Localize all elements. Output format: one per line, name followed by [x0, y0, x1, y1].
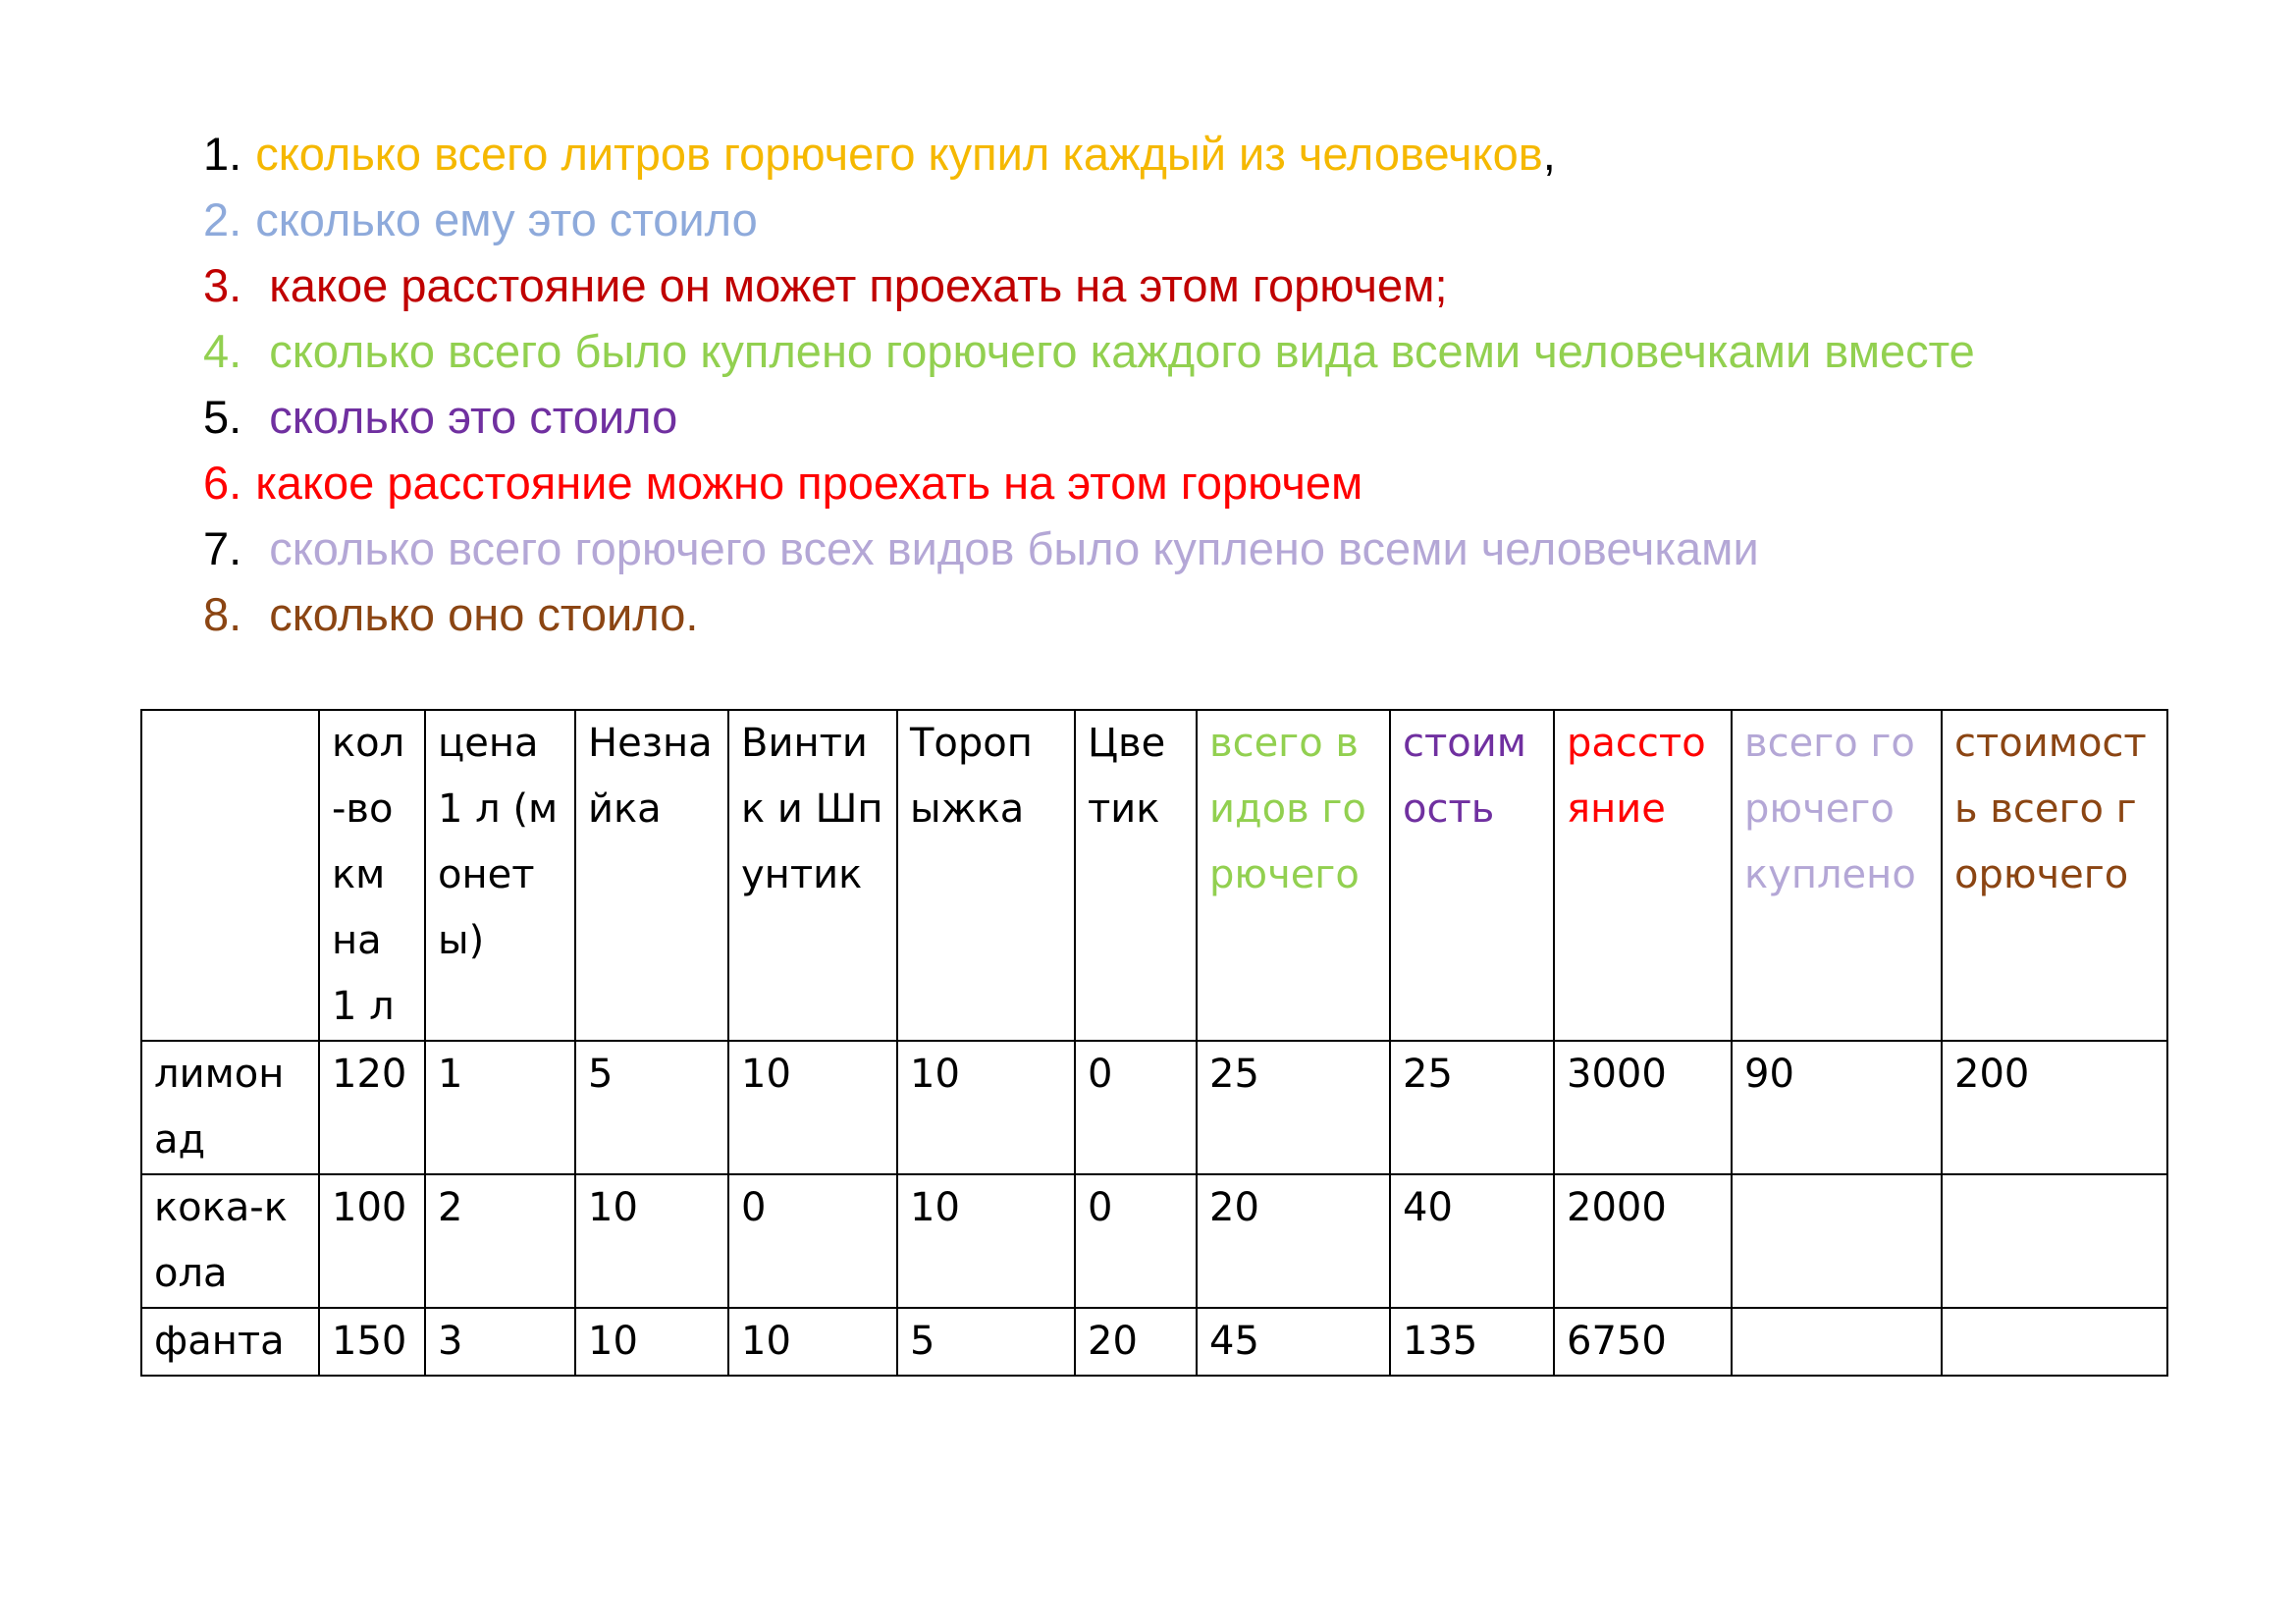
table-cell: 10 — [728, 1041, 897, 1174]
table-cell: 25 — [1390, 1041, 1554, 1174]
table-cell: 10 — [728, 1308, 897, 1376]
question-3 — [203, 252, 1975, 318]
header-cell-cost: стоимость — [1390, 710, 1554, 1041]
table-cell: кока-кола — [141, 1174, 319, 1308]
question-number: 2. — [203, 193, 242, 245]
question-text: сколько всего литров горючего купил каждый из человечков — [255, 128, 1543, 180]
question-text: какое расстояние можно проехать на этом горючем — [255, 457, 1363, 509]
question-text: сколько ему это стоило — [255, 193, 758, 245]
table-cell: 5 — [575, 1041, 728, 1174]
question-number: 6. — [203, 457, 242, 509]
question-6 — [203, 450, 1975, 515]
header-cell-tsvetik: Цветик — [1075, 710, 1197, 1041]
header-cell-neznaika: Незнайка — [575, 710, 728, 1041]
table-cell: 150 — [319, 1308, 425, 1376]
table-cell: 40 — [1390, 1174, 1554, 1308]
header-cell-vintik-shpuntik: Винтик и Шпунтик — [728, 710, 897, 1041]
table-cell: 3000 — [1554, 1041, 1732, 1174]
table-cell: фанта — [141, 1308, 319, 1376]
table-cell: лимонад — [141, 1041, 319, 1174]
question-number: 8. — [203, 588, 242, 640]
table-cell: 2000 — [1554, 1174, 1732, 1308]
header-cell-total-cost: стоимость всего горючего — [1942, 710, 2167, 1041]
header-cell-distance: расстояние — [1554, 710, 1732, 1041]
table-cell: 90 — [1732, 1041, 1942, 1174]
table-row — [141, 1041, 2167, 1174]
table-cell — [1732, 1174, 1942, 1308]
header-cell-km-per-liter: кол-во км на 1 л — [319, 710, 425, 1041]
table-cell: 25 — [1197, 1041, 1390, 1174]
table-cell: 2 — [425, 1174, 575, 1308]
fuel-table — [140, 709, 2168, 1377]
table-cell: 5 — [897, 1308, 1075, 1376]
table-cell: 0 — [1075, 1041, 1197, 1174]
question-7 — [203, 515, 1975, 581]
header-cell-price: цена 1 л (монеты) — [425, 710, 575, 1041]
question-text: сколько всего горючего всех видов было куплено всеми человечками — [269, 522, 1759, 574]
question-number: 4. — [203, 325, 242, 377]
table-cell: 3 — [425, 1308, 575, 1376]
table-cell: 0 — [1075, 1174, 1197, 1308]
table-cell: 200 — [1942, 1041, 2167, 1174]
table-cell: 20 — [1075, 1308, 1197, 1376]
table-header-row — [141, 710, 2167, 1041]
table-cell: 135 — [1390, 1308, 1554, 1376]
question-1 — [203, 121, 1975, 187]
question-5 — [203, 384, 1975, 450]
question-text: сколько всего было куплено горючего каждого вида всеми человечками вместе — [269, 325, 1975, 377]
table-cell: 10 — [575, 1308, 728, 1376]
table-cell — [1732, 1308, 1942, 1376]
table-cell: 120 — [319, 1041, 425, 1174]
question-text: сколько это стоило — [269, 391, 678, 443]
question-number: 5. — [203, 391, 242, 443]
question-text: сколько оно стоило. — [269, 588, 699, 640]
table-cell: 45 — [1197, 1308, 1390, 1376]
table-cell: 10 — [575, 1174, 728, 1308]
header-cell-empty — [141, 710, 319, 1041]
table-cell — [1942, 1308, 2167, 1376]
question-2 — [203, 187, 1975, 252]
table-cell — [1942, 1174, 2167, 1308]
header-cell-toropyzhka: Торопыжка — [897, 710, 1075, 1041]
table-cell: 0 — [728, 1174, 897, 1308]
table-cell: 6750 — [1554, 1308, 1732, 1376]
question-suffix: , — [1542, 128, 1556, 180]
question-number: 3. — [203, 259, 242, 311]
table-cell: 10 — [897, 1041, 1075, 1174]
table-row — [141, 1308, 2167, 1376]
question-number: 7. — [203, 522, 242, 574]
header-cell-total-by-type: всего видов горючего — [1197, 710, 1390, 1041]
question-text: какое расстояние он может проехать на этом горючем; — [269, 259, 1448, 311]
table-cell: 20 — [1197, 1174, 1390, 1308]
questions-list — [203, 121, 1975, 647]
table-row — [141, 1174, 2167, 1308]
table-cell: 100 — [319, 1174, 425, 1308]
header-cell-total-bought: всего горючего куплено — [1732, 710, 1942, 1041]
table-cell: 1 — [425, 1041, 575, 1174]
question-number: 1. — [203, 128, 242, 180]
question-8 — [203, 581, 1975, 647]
question-4 — [203, 318, 1975, 384]
table-cell: 10 — [897, 1174, 1075, 1308]
